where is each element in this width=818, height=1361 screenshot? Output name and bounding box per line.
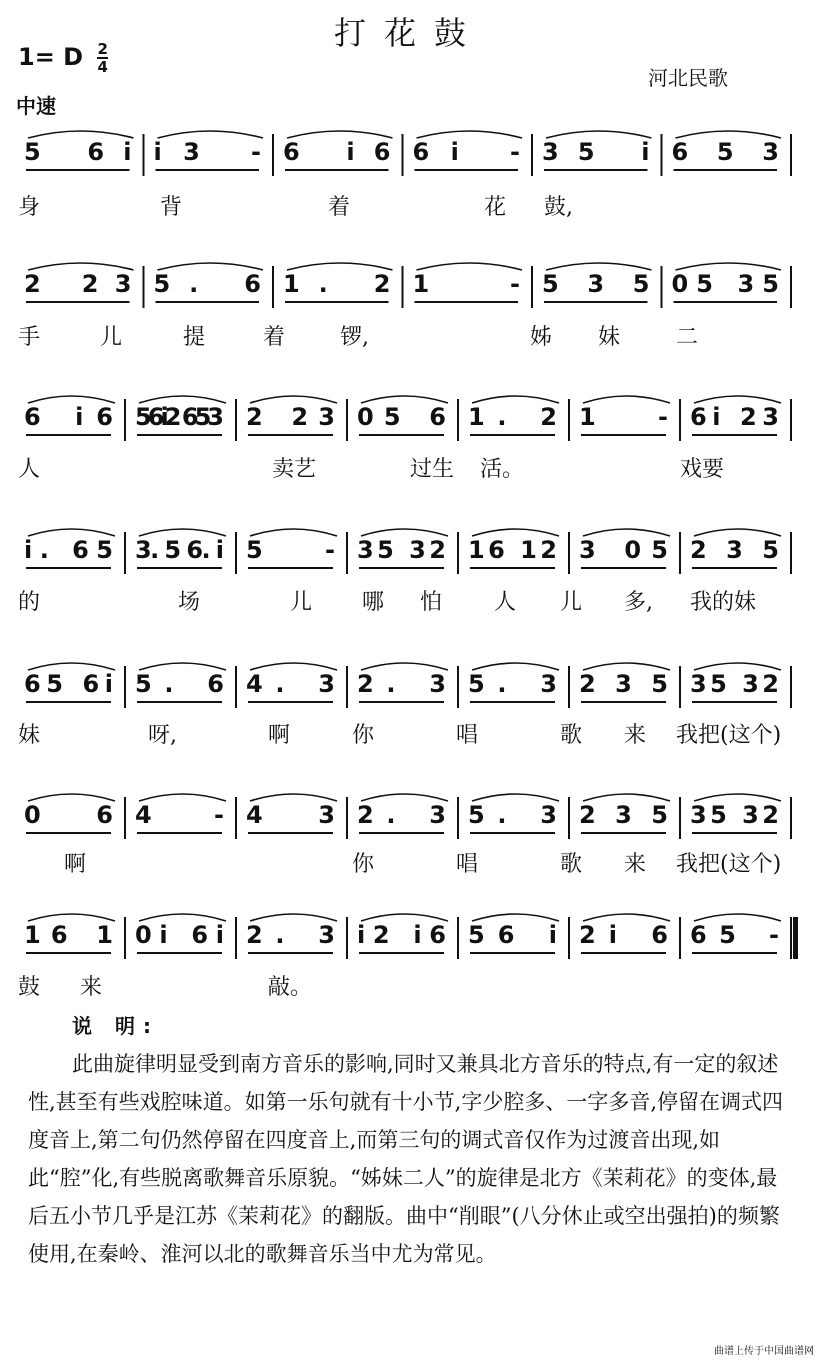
measure-notes: 1. 2 [283, 270, 391, 298]
slur [28, 529, 115, 536]
score-line [0, 528, 818, 588]
measure-notes: 3 05 [579, 536, 668, 564]
lyric-line [0, 190, 818, 220]
lyric-word: 哪 [362, 590, 385, 615]
measure-notes: 56 i [468, 921, 557, 949]
slur [417, 131, 523, 138]
slur [139, 914, 226, 921]
lyric-word: 人 [18, 457, 41, 482]
slur [676, 131, 782, 138]
lyric-word: 着 [263, 325, 286, 350]
lyric-word: 你 [352, 723, 375, 748]
lyric-line [0, 320, 818, 350]
slur [583, 529, 670, 536]
measure-notes: 05 6 [357, 403, 446, 431]
slur [250, 914, 337, 921]
slur [287, 131, 393, 138]
slur [250, 794, 337, 801]
time-signature [97, 42, 107, 74]
slur [694, 663, 781, 670]
site-credit: 曲谱上传于中国曲谱网 [714, 1346, 814, 1357]
measure-notes: 4. 3 [246, 670, 335, 698]
measure-notes: 4 3 [246, 801, 335, 829]
measure-notes: 5. 6 [135, 670, 224, 698]
slur [139, 396, 226, 403]
final-bar-line [793, 917, 798, 959]
lyric-word: 你 [352, 852, 375, 877]
lyric-word: 场 [178, 590, 201, 615]
lyric-word: 鼓 [18, 975, 41, 1000]
slur [472, 914, 559, 921]
slur [583, 396, 670, 403]
measure-notes: 5. 6 [153, 270, 261, 298]
measure-notes: 6 i6 [283, 138, 391, 166]
lyric-word: 我把(这个) [676, 852, 782, 877]
lyric-word: 来 [624, 723, 647, 748]
song-origin: 河北民歌 [648, 66, 728, 90]
slur [28, 263, 134, 270]
slur [28, 396, 115, 403]
measure-notes: 2. 3 [357, 801, 446, 829]
slur [417, 263, 523, 270]
explanation-text: 此曲旋律明显受到南方音乐的影响,同时又兼具北方音乐的特点,有一定的叙述性,甚至有些戏腔味道。如第一乐句就有十小节,字少腔多、一字多音,停留在调式四度音上,第二句仍然停留在四度音上,而第三句的调式音仅作为过渡音出现,如此“腔”化,有些脱离歌舞音乐原貌。“姊妹二人”的旋律是北方《茉莉花》的变体,最后五小节几乎是江苏《茉莉花》的翻版。曲中“削眼”(八分休止或空出强拍)的频繁使用,在秦岭、淮河以北的歌舞音乐当中尤为常见。 [28, 1052, 784, 1266]
explanation [28, 1010, 798, 1273]
lyric-word: 卖艺 [272, 457, 317, 482]
lyric-word: 背 [160, 195, 183, 220]
measure-notes: 5. 3 [468, 670, 557, 698]
measure-notes: 05 35 [671, 270, 779, 298]
lyric-word: 锣, [340, 325, 369, 350]
lyric-line [0, 585, 818, 615]
lyric-word: 唱 [456, 723, 479, 748]
slur [287, 263, 393, 270]
measure-notes: 16 12 [468, 536, 557, 564]
explanation-title: 说 明: [72, 1014, 159, 1038]
score-line [0, 913, 818, 973]
lyric-word: 歌 [560, 852, 583, 877]
lyric-line [0, 847, 818, 877]
measure-notes: i2 i6 [357, 921, 446, 949]
slur [361, 663, 448, 670]
time-signature-bottom: 4 [97, 58, 108, 76]
measure-notes: 6i 23 [690, 403, 779, 431]
measure-notes: 5 6i [24, 138, 132, 166]
slur [583, 914, 670, 921]
slur [139, 663, 226, 670]
measure-notes: i3 - [153, 138, 261, 166]
measure-notes: 6i - [412, 138, 520, 166]
lyric-word: 妹 [18, 723, 41, 748]
lyric-word: 来 [80, 975, 103, 1000]
key-signature [18, 42, 108, 74]
measure-notes: 653 [671, 138, 779, 166]
lyric-word: 二 [676, 325, 699, 350]
lyric-word: 敲。 [268, 975, 313, 1000]
slur [158, 131, 264, 138]
measure-notes: 235 [579, 670, 668, 698]
slur [139, 794, 226, 801]
measure-notes: 1. 2 [468, 403, 557, 431]
slur [676, 263, 782, 270]
lyric-word: 儿 [290, 590, 313, 615]
slur [361, 914, 448, 921]
slur [361, 794, 448, 801]
lyric-word: 花 [484, 195, 507, 220]
measure-notes: 16 1 [24, 921, 113, 949]
lyric-word: 的 [18, 590, 41, 615]
lyric-word: 戏要 [680, 457, 725, 482]
slur [28, 131, 134, 138]
lyric-word: 着 [328, 195, 351, 220]
lyric-word: 唱 [456, 852, 479, 877]
lyric-word: 妹 [598, 325, 621, 350]
slur [694, 914, 781, 921]
lyric-word: 姊 [530, 325, 553, 350]
measure-notes: 35 32 [690, 801, 779, 829]
lyric-word: 来 [624, 852, 647, 877]
measure-notes: 2 23 [246, 403, 335, 431]
measure-notes: 4 - [135, 801, 224, 829]
measure-notes: 535 [542, 270, 650, 298]
lyric-word: 我的妹 [690, 590, 757, 615]
slur [694, 396, 781, 403]
measure-notes: 65 - [690, 921, 779, 949]
slur [158, 263, 264, 270]
song-title: 打花鼓 [333, 14, 484, 52]
measure-notes: 56i2 653 [135, 403, 224, 431]
lyric-word: 过生 [410, 457, 455, 482]
slur [250, 396, 337, 403]
slur [139, 529, 226, 536]
measure-notes: 1 - [412, 270, 520, 298]
slur [694, 794, 781, 801]
score-line [0, 662, 818, 722]
lyric-word: 啊 [268, 723, 291, 748]
lyric-word: 我把(这个) [676, 723, 782, 748]
measure-notes: 2. 3 [357, 670, 446, 698]
slur [472, 529, 559, 536]
slur [28, 914, 115, 921]
score-line [0, 262, 818, 322]
measure-notes: 235 [579, 801, 668, 829]
measure-notes: 2 23 [24, 270, 132, 298]
measure-notes: 5. 3 [468, 801, 557, 829]
lyric-word: 啊 [64, 852, 87, 877]
lyric-word: 手 [18, 325, 41, 350]
lyric-word: 儿 [100, 325, 123, 350]
tempo-marking: 中速 [16, 94, 56, 118]
score-line [0, 395, 818, 455]
lyric-word: 儿 [560, 590, 583, 615]
measure-notes: 65 6i [24, 670, 113, 698]
lyric-word: 提 [183, 325, 206, 350]
slur [250, 663, 337, 670]
lyric-word: 活。 [480, 457, 525, 482]
measure-notes: 2. 3 [246, 921, 335, 949]
lyric-word: 鼓, [544, 195, 573, 220]
slur [546, 131, 652, 138]
lyric-word: 呀, [148, 723, 177, 748]
lyric-line [0, 970, 818, 1000]
measure-notes: 0i 6i [135, 921, 224, 949]
score-line [0, 130, 818, 190]
slur [28, 663, 115, 670]
measure-notes: 6 i6 [24, 403, 113, 431]
slur [694, 529, 781, 536]
measure-notes: 0 6 [24, 801, 113, 829]
measure-notes: 1 - [579, 403, 668, 431]
time-signature-top: 2 [97, 40, 108, 58]
lyric-word: 多, [624, 590, 653, 615]
measure-notes: 35 i [542, 138, 650, 166]
lyric-word: 人 [494, 590, 517, 615]
slur [583, 663, 670, 670]
lyric-word: 身 [18, 195, 41, 220]
measure-notes: 5 - [246, 536, 335, 564]
score-line [0, 793, 818, 853]
measure-notes: i. 65 [24, 536, 113, 564]
lyric-line [0, 718, 818, 748]
lyric-word: 歌 [560, 723, 583, 748]
lyric-line [0, 452, 818, 482]
key-label: 1= D [18, 43, 84, 71]
slur [583, 794, 670, 801]
slur [28, 794, 115, 801]
slur [472, 663, 559, 670]
lyric-word: 怕 [420, 590, 443, 615]
measure-notes: 2i 6 [579, 921, 668, 949]
slur [250, 529, 337, 536]
measure-notes: 35 32 [690, 670, 779, 698]
measure-notes: 235 [690, 536, 779, 564]
slur [361, 529, 448, 536]
measure-notes: 3. 5 6. i [135, 536, 224, 564]
slur [472, 396, 559, 403]
measure-notes: 35 32 [357, 536, 446, 564]
slur [361, 396, 448, 403]
slur [472, 794, 559, 801]
slur [546, 263, 652, 270]
